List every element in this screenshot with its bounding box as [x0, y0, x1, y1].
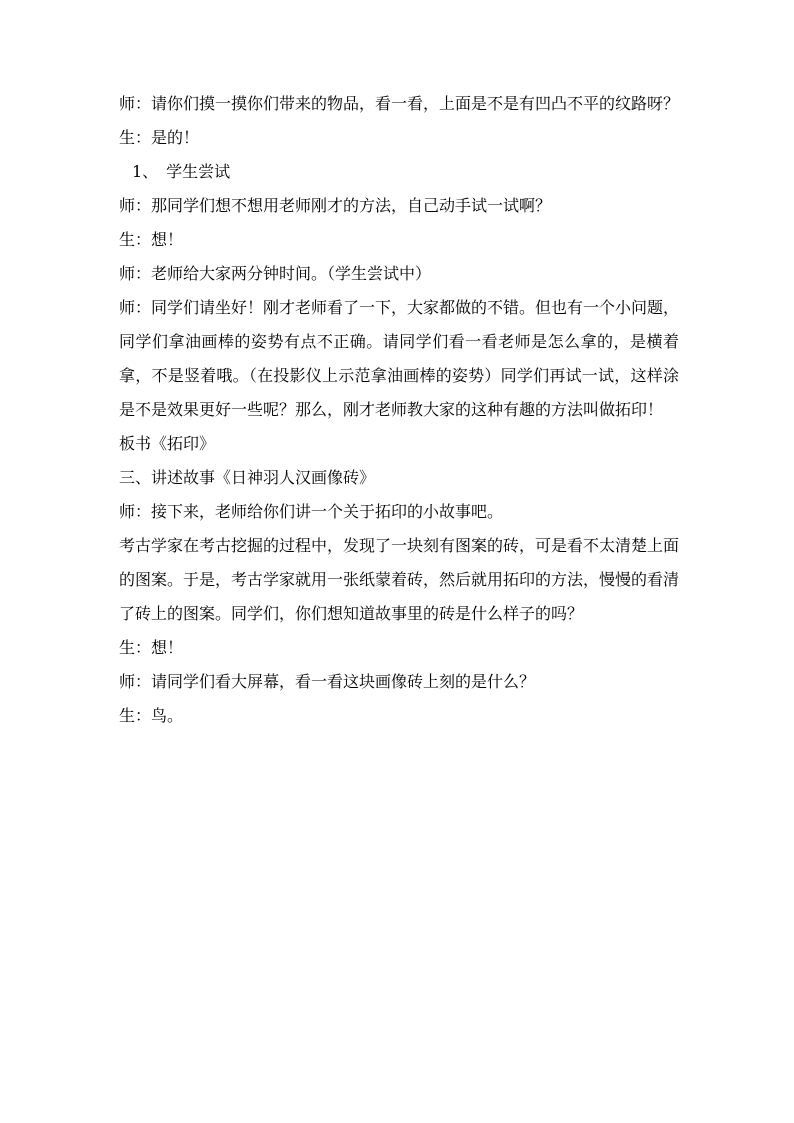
paragraph-teacher-try-method: 师：那同学们想不想用老师刚才的方法，自己动手试一试啊？	[119, 196, 552, 215]
paragraph-teacher-two-minutes: 师：老师给大家两分钟时间。（学生尝试中）	[119, 264, 432, 283]
paragraph-teacher-story-intro: 师：接下来，老师给你们讲一个关于拓印的小故事吧。	[119, 502, 504, 521]
paragraph-student-bird: 生：鸟。	[119, 706, 184, 725]
paragraph-teacher-posture: 师：同学们请坐好！刚才老师看了一下，大家都做的不错。但也有一个小问题，同学们拿油画棒的姿势有点不正确。请同学们看一看老师是怎么拿的，是横着拿，不是竖着哦。（在投影仪上示范拿油画棒的姿势）同学们再试一试，这样涂是不是效果更好一些呢？那么，刚才老师教大家的这种有趣的方法叫做拓印！	[119, 298, 680, 419]
paragraph-archaeologist-story: 考古学家在考古挖掘的过程中，发现了一块刻有图案的砖，可是看不太清楚上面的图案。于是，考古学家就用一张纸蒙着砖，然后就用拓印的方法，慢慢的看清了砖上的图案。同学们，你们想知道故事里的砖是什么样子的吗？	[119, 536, 680, 623]
section-heading-student-try: 1、 学生尝试	[132, 162, 231, 181]
paragraph-student-want: 生：想！	[119, 230, 184, 249]
paragraph-blackboard-title: 板书《拓印》	[119, 434, 216, 453]
paragraph-teacher-touch-objects: 师：请你们摸一摸你们带来的物品，看一看，上面是不是有凹凸不平的纹路呀？	[119, 94, 680, 113]
paragraph-student-want-2: 生：想！	[119, 638, 184, 657]
section-heading-story: 三、讲述故事《日神羽人汉画像砖》	[119, 468, 376, 487]
paragraph-teacher-big-screen: 师：请同学们看大屏幕，看一看这块画像砖上刻的是什么？	[119, 672, 536, 691]
paragraph-student-yes: 生：是的！	[119, 128, 200, 147]
document-body	[119, 87, 679, 733]
